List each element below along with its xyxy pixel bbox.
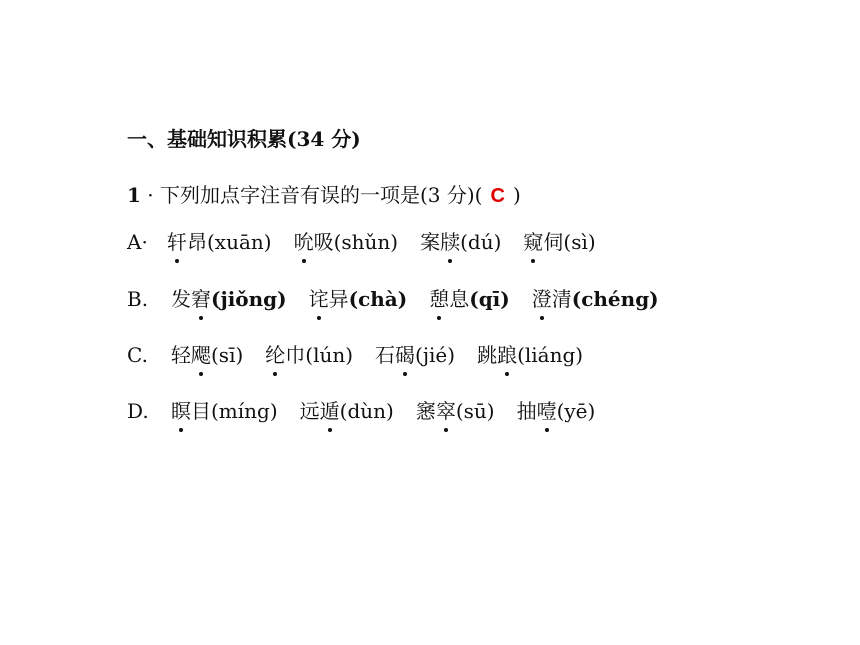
pinyin: (sì) xyxy=(563,230,596,254)
option-item xyxy=(167,229,272,255)
option-item xyxy=(517,398,596,424)
option-item xyxy=(375,342,455,368)
word-char: 抽 xyxy=(516,399,537,423)
dotted-char: 纶 xyxy=(265,343,286,367)
pinyin: (yē) xyxy=(556,399,596,423)
word-char: 异 xyxy=(328,287,349,311)
dotted-char: 诧 xyxy=(308,287,329,311)
pinyin: (sī) xyxy=(211,343,244,367)
pinyin: (lún) xyxy=(305,343,354,367)
section-title: 一、基础知识积累(34 分) xyxy=(127,127,361,151)
question-close-paren: ) xyxy=(512,183,521,207)
dotted-char: 窣 xyxy=(435,399,456,423)
option-a xyxy=(127,229,618,255)
word-char: 窸 xyxy=(415,399,436,423)
dotted-char: 澄 xyxy=(531,287,552,311)
dotted-char: 瞑 xyxy=(171,399,191,423)
option-item xyxy=(523,229,595,255)
question-separator: · xyxy=(147,183,154,207)
word-char: 昂 xyxy=(187,230,207,254)
option-item xyxy=(300,398,394,424)
option-label: A· xyxy=(127,230,148,254)
dotted-char: 吮 xyxy=(293,230,314,254)
dotted-char: 牍 xyxy=(440,230,461,254)
option-item xyxy=(171,286,287,312)
pinyin: (dùn) xyxy=(339,399,394,423)
dotted-char: 憩 xyxy=(429,287,450,311)
option-item xyxy=(171,342,243,368)
option-d xyxy=(127,398,617,424)
question-1 xyxy=(127,182,521,209)
dotted-char: 噎 xyxy=(536,399,557,423)
option-label: C. xyxy=(127,343,148,367)
word-char: 伺 xyxy=(543,230,564,254)
pinyin: (qī) xyxy=(469,287,510,311)
option-label: D. xyxy=(127,399,149,423)
word-char: 息 xyxy=(449,287,470,311)
word-char: 跳 xyxy=(477,343,498,367)
dotted-char: 飔 xyxy=(191,343,211,367)
question-number: 1 xyxy=(127,183,141,207)
pinyin: (jiǒng) xyxy=(211,287,287,311)
question-text: 下列加点字注音有误的一项是(3 分)( xyxy=(160,183,483,207)
pinyin: (jié) xyxy=(415,343,456,367)
option-item xyxy=(265,342,353,368)
option-label: B. xyxy=(127,287,149,311)
pinyin: (sū) xyxy=(455,399,495,423)
word-char: 石 xyxy=(375,343,396,367)
pinyin: (shǔn) xyxy=(333,230,399,254)
option-c xyxy=(127,342,605,368)
option-item xyxy=(420,229,501,255)
dotted-char: 窥 xyxy=(523,230,544,254)
word-char: 发 xyxy=(171,287,191,311)
word-char: 吸 xyxy=(313,230,334,254)
pinyin: (liáng) xyxy=(517,343,584,367)
word-char: 轻 xyxy=(171,343,191,367)
word-char: 巾 xyxy=(285,343,306,367)
dotted-char: 碣 xyxy=(395,343,416,367)
answer-mark: C xyxy=(490,185,505,207)
word-char: 案 xyxy=(420,230,441,254)
option-b xyxy=(127,286,681,312)
dotted-char: 踉 xyxy=(497,343,518,367)
pinyin: (chéng) xyxy=(571,287,659,311)
pinyin: (xuān) xyxy=(207,230,272,254)
pinyin: (chà) xyxy=(348,287,408,311)
pinyin: (dú) xyxy=(460,230,502,254)
option-item xyxy=(416,398,495,424)
option-item xyxy=(532,286,659,312)
word-char: 远 xyxy=(299,399,320,423)
option-item xyxy=(429,286,510,312)
option-item xyxy=(309,286,408,312)
dotted-char: 轩 xyxy=(167,230,187,254)
option-item xyxy=(477,342,583,368)
option-item xyxy=(294,229,399,255)
dotted-char: 遁 xyxy=(319,399,340,423)
option-item xyxy=(171,398,278,424)
word-char: 清 xyxy=(551,287,572,311)
pinyin: (míng) xyxy=(211,399,278,423)
dotted-char: 窘 xyxy=(191,287,211,311)
word-char: 目 xyxy=(191,399,211,423)
